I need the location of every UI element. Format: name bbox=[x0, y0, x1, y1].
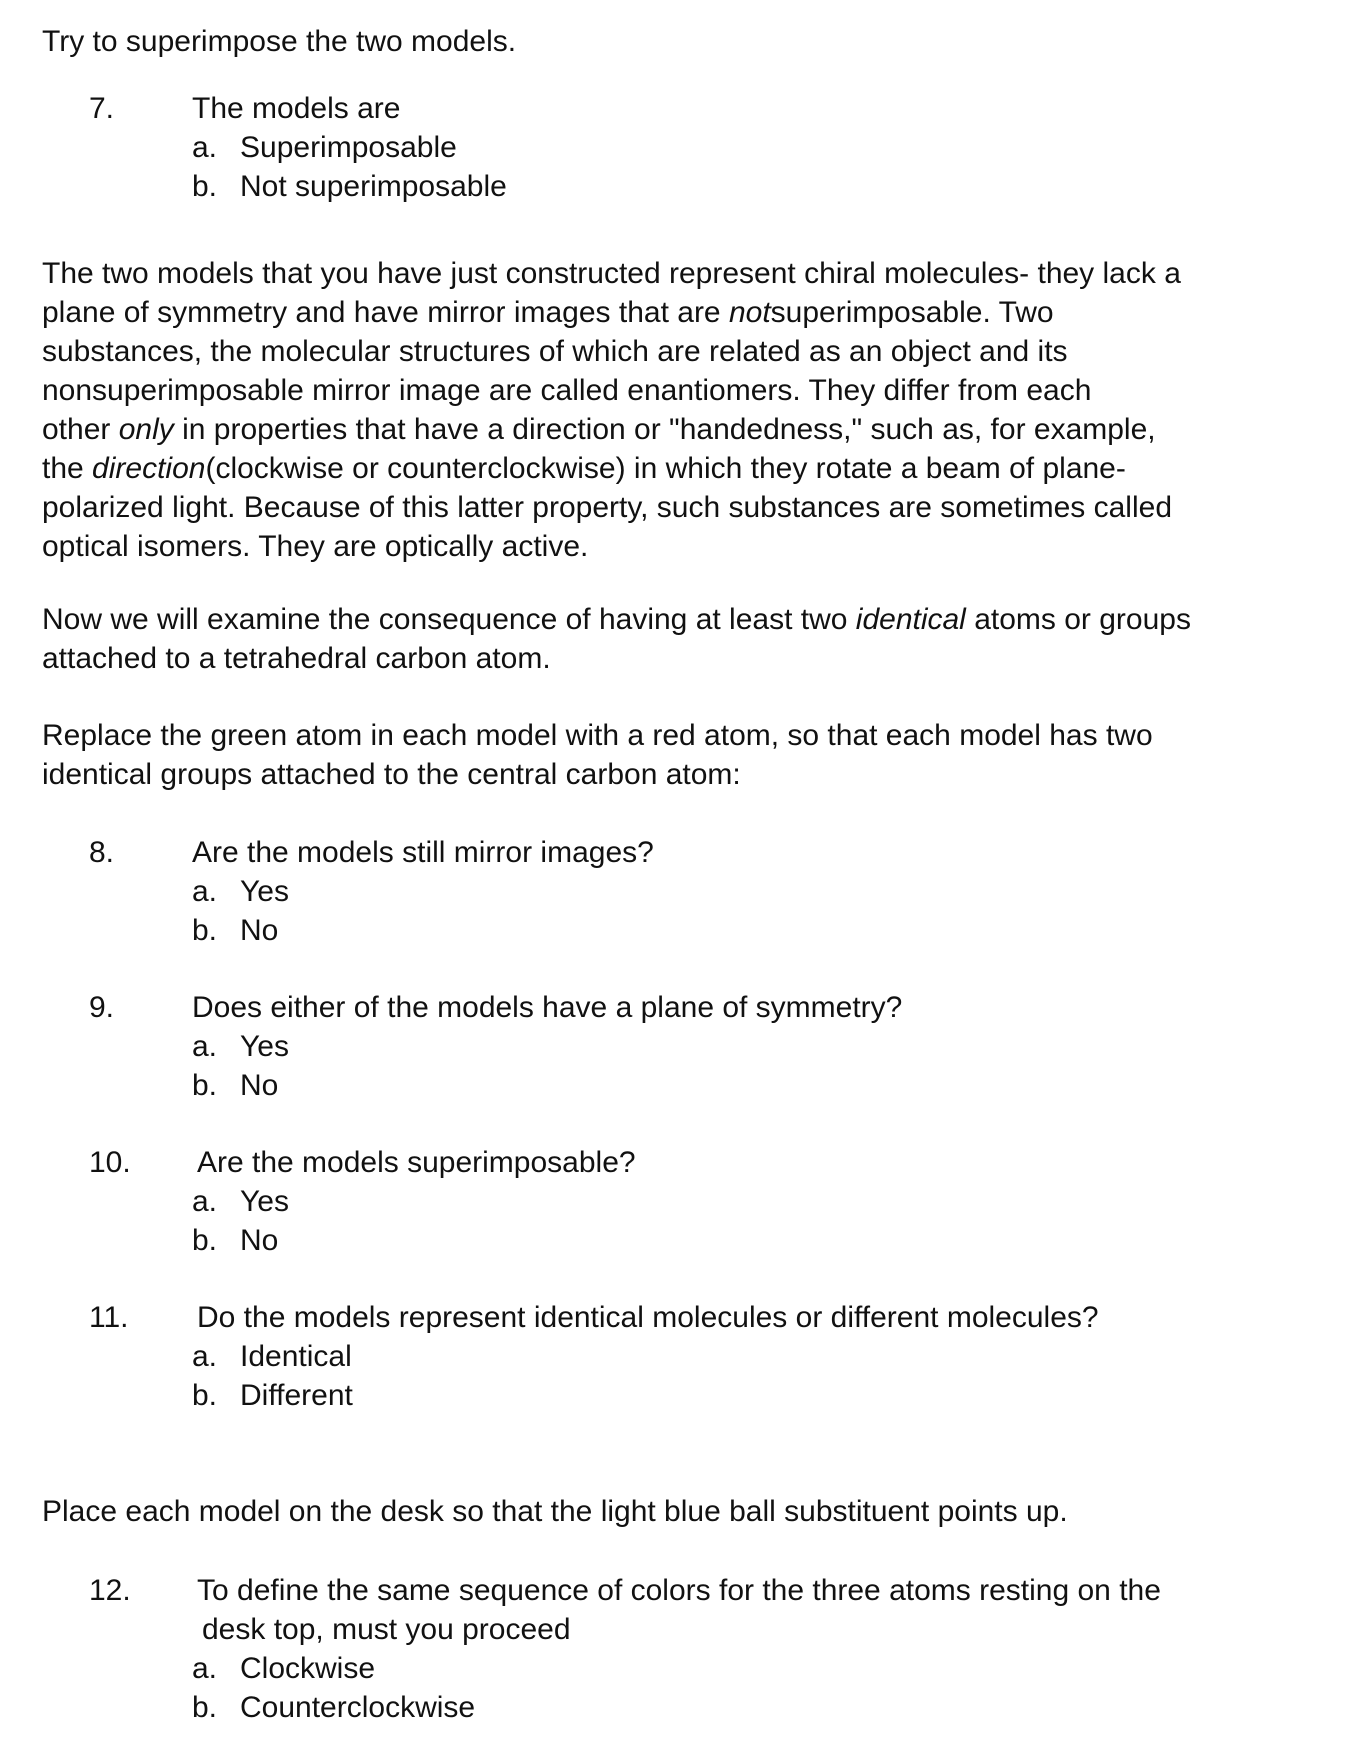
option-text: Yes bbox=[240, 875, 289, 908]
option-a[interactable] bbox=[192, 1027, 289, 1066]
option-text: No bbox=[240, 1069, 279, 1102]
option-letter: a. bbox=[192, 1652, 218, 1685]
question-number: 12. bbox=[89, 1574, 131, 1607]
question-stem: Are the models still mirror images? bbox=[192, 836, 654, 869]
option-letter: b. bbox=[192, 914, 218, 947]
question-stem: Are the models superimposable? bbox=[197, 1146, 636, 1179]
option-text: No bbox=[240, 1224, 279, 1257]
question-stem: Does either of the models have a plane of symmetry? bbox=[192, 991, 903, 1024]
option-letter: b. bbox=[192, 1069, 218, 1102]
paragraph-line: Replace the green atom in each model with a red atom, so that each model has two bbox=[42, 719, 1153, 752]
paragraph-line: identical groups attached to the central carbon atom: bbox=[42, 758, 741, 791]
option-letter: b. bbox=[192, 170, 218, 203]
paragraph-line bbox=[42, 293, 1332, 332]
emphasis-only: only bbox=[118, 413, 174, 446]
option-text: Counterclockwise bbox=[240, 1691, 476, 1724]
option-b[interactable] bbox=[192, 1221, 278, 1260]
option-text: Yes bbox=[240, 1030, 289, 1063]
option-letter: a. bbox=[192, 875, 218, 908]
emphasis-identical: identical bbox=[855, 603, 966, 636]
question-number: 10. bbox=[89, 1146, 131, 1179]
paragraph-line: polarized light. Because of this latter property, such substances are sometimes called bbox=[42, 491, 1173, 524]
text-run: the bbox=[42, 452, 93, 485]
question-number: 7. bbox=[89, 92, 115, 125]
question-stem: To define the same sequence of colors for the three atoms resting on the bbox=[197, 1574, 1161, 1607]
question-number: 9. bbox=[89, 991, 115, 1024]
option-letter: a. bbox=[192, 1185, 218, 1218]
option-a[interactable] bbox=[192, 128, 457, 167]
question-number: 11. bbox=[89, 1301, 129, 1334]
option-a[interactable] bbox=[192, 1337, 352, 1376]
option-letter: a. bbox=[192, 131, 218, 164]
place-paragraph: Place each model on the desk so that the light blue ball substituent points up. bbox=[42, 1495, 1068, 1528]
paragraph-line bbox=[42, 410, 1332, 449]
option-b[interactable] bbox=[192, 1376, 353, 1415]
option-b[interactable] bbox=[192, 911, 278, 950]
option-a[interactable] bbox=[192, 1649, 375, 1688]
option-b[interactable] bbox=[192, 1066, 278, 1105]
option-b[interactable] bbox=[192, 1688, 475, 1727]
text-run: superimposable. Two bbox=[770, 296, 1054, 329]
chiral-paragraph bbox=[42, 254, 1332, 566]
question-stem: Do the models represent identical molecules or different molecules? bbox=[197, 1301, 1099, 1334]
option-b[interactable] bbox=[192, 167, 507, 206]
paragraph-line: The two models that you have just constructed represent chiral molecules- they lack a bbox=[42, 257, 1181, 290]
option-text: No bbox=[240, 914, 279, 947]
paragraph-line: optical isomers. They are optically active. bbox=[42, 530, 589, 563]
paragraph-line: substances, the molecular structures of which are related as an object and its bbox=[42, 335, 1068, 368]
option-text: Not superimposable bbox=[240, 170, 507, 203]
question-stem-continued: desk top, must you proceed bbox=[202, 1613, 571, 1646]
option-text: Different bbox=[240, 1379, 353, 1412]
text-run: atoms or groups bbox=[965, 603, 1191, 636]
question-stem: The models are bbox=[192, 92, 401, 125]
option-letter: a. bbox=[192, 1340, 218, 1373]
option-letter: b. bbox=[192, 1224, 218, 1257]
emphasis-direction: direction bbox=[92, 452, 206, 485]
text-run: other bbox=[42, 413, 119, 446]
option-letter: a. bbox=[192, 1030, 218, 1063]
text-run: Now we will examine the consequence of having at least two bbox=[42, 603, 856, 636]
option-text: Yes bbox=[240, 1185, 289, 1218]
emphasis-not: not bbox=[728, 296, 771, 329]
paragraph-line bbox=[42, 449, 1332, 488]
question-number: 8. bbox=[89, 836, 115, 869]
text-run: (clockwise or counterclockwise) in which they rotate a beam of plane- bbox=[205, 452, 1126, 485]
replace-paragraph bbox=[42, 716, 1332, 794]
identical-paragraph bbox=[42, 600, 1332, 678]
option-a[interactable] bbox=[192, 1182, 289, 1221]
text-run: in properties that have a direction or "handedness," such as, for example, bbox=[173, 413, 1156, 446]
text-run: plane of symmetry and have mirror images that are bbox=[42, 296, 729, 329]
option-text: Identical bbox=[240, 1340, 352, 1373]
paragraph-line: nonsuperimposable mirror image are called enantiomers. They differ from each bbox=[42, 374, 1092, 407]
paragraph-line: attached to a tetrahedral carbon atom. bbox=[42, 642, 551, 675]
paragraph-line bbox=[42, 600, 1332, 639]
option-letter: b. bbox=[192, 1691, 218, 1724]
intro-text: Try to superimpose the two models. bbox=[42, 25, 517, 58]
option-text: Superimposable bbox=[240, 131, 457, 164]
option-letter: b. bbox=[192, 1379, 218, 1412]
option-text: Clockwise bbox=[240, 1652, 376, 1685]
option-a[interactable] bbox=[192, 872, 289, 911]
